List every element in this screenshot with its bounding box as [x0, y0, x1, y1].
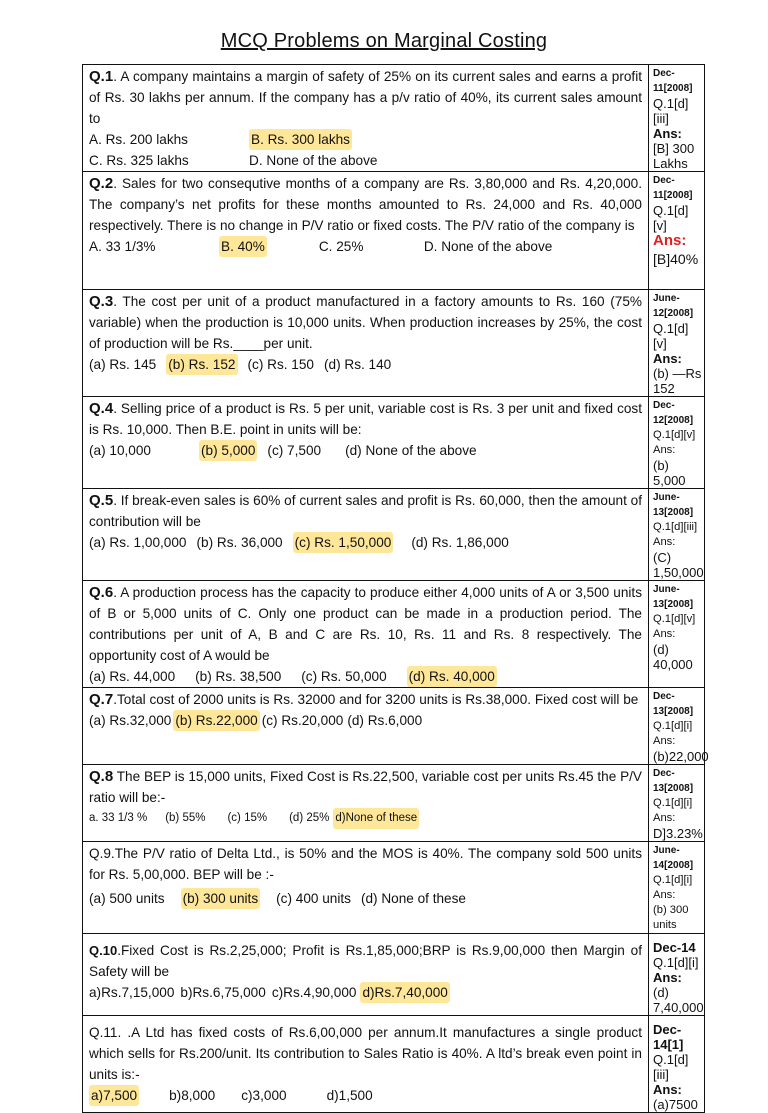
- answer-label: Ans:: [653, 628, 676, 640]
- answer-value: (C) 1,50,000: [653, 550, 704, 580]
- option-c: (c) 15%: [227, 812, 268, 824]
- question-text: .The P/V ratio of Delta Ltd., is 50% and the MOS is 40%. The company sold 500 units for Rs. 5,00,000. BEP will be :-: [89, 846, 642, 882]
- page-title: MCQ Problems on Marginal Costing: [220, 30, 548, 52]
- question-text: . If break-even sales is 60% of current sales and profit is Rs. 60,000, then the amount of contribution will be: [89, 493, 642, 529]
- answer-cell: [649, 65, 705, 172]
- option-c: c)3,000: [241, 1088, 287, 1103]
- exam-date: Dec-11[2008]: [653, 175, 693, 201]
- option-a: (a) Rs. 145: [89, 357, 157, 372]
- option-c: c)Rs.4,90,000: [271, 985, 357, 1000]
- question-text: . Sales for two consequtive months of a company are Rs. 3,80,000 and Rs. 4,20,000. The company’s net profits for these months amounted to Rs. 24,000 and Rs. 40,000 respectively. There is no change in P/V ratio or fixed costs. The P/V ratio of the company is: [89, 176, 642, 233]
- question-row: [83, 172, 705, 290]
- exam-date: Dec-13[2008]: [653, 768, 694, 794]
- question-cell: [83, 172, 649, 290]
- question-ref: Q.1[d][v]: [653, 613, 696, 625]
- exam-date: June-13[2008]: [653, 492, 694, 518]
- answer-label: Ans:: [653, 812, 676, 824]
- exam-date: Dec-13[2008]: [653, 691, 694, 717]
- question-ref: Q.1[d][i]: [653, 955, 699, 970]
- question-number: Q.9: [89, 846, 111, 861]
- option-b-correct: (b) 5,000: [199, 440, 257, 461]
- answer-label: Ans:: [653, 735, 676, 747]
- exam-date: Dec-14[1]: [653, 1022, 684, 1052]
- option-a: (a) 500 units: [89, 891, 165, 906]
- answer-cell: [649, 1016, 705, 1113]
- option-d: (d) None of the above: [345, 443, 477, 458]
- option-b-correct: B. 40%: [219, 236, 267, 257]
- question-cell: [83, 1016, 649, 1113]
- option-d: D. None of the above: [249, 153, 378, 168]
- option-a: A. 33 1/3%: [89, 239, 156, 254]
- option-b-correct: B. Rs. 300 lakhs: [249, 129, 352, 150]
- question-cell: [83, 65, 649, 172]
- option-c: (c) 7,500: [267, 443, 322, 458]
- question-cell: [83, 581, 649, 688]
- option-b: (b) 55%: [165, 812, 206, 824]
- option-c-correct: (c) Rs. 1,50,000: [293, 532, 394, 553]
- question-text: . A company maintains a margin of safety of 25% on its current sales and earns a profit of Rs. 30 lakhs per annum. If the company has a p/v ratio of 40%, its current sales amount to: [89, 69, 642, 126]
- answer-label: Ans:: [653, 536, 676, 548]
- answer-cell: [649, 934, 705, 1016]
- question-row: [83, 65, 705, 172]
- option-d: (d) None of these: [360, 891, 466, 906]
- answer-label: Ans:: [653, 126, 682, 141]
- answer-value: (d) 7,40,000: [653, 985, 704, 1015]
- answer-value: (b) 300 units: [653, 904, 689, 931]
- option-d: (d) 25%: [289, 812, 330, 824]
- question-number: Q.11: [89, 1025, 118, 1040]
- question-cell: [83, 842, 649, 934]
- answer-cell: [649, 842, 705, 934]
- option-d: D. None of the above: [423, 239, 553, 254]
- question-ref: Q.1[d][i]: [653, 874, 693, 886]
- question-text: . The cost per unit of a product manufactured in a factory amounts to Rs. 160 (75% variable) when the production is 10,000 units. When production increases by 25%, the cost of production will be Rs.____per unit.: [89, 294, 642, 351]
- exam-date: June-12[2008]: [653, 293, 694, 319]
- question-text: The BEP is 15,000 units, Fixed Cost is Rs.22,500, variable cost per units Rs.45 the P/V ratio will be:-: [89, 769, 642, 805]
- answer-value: (b) 5,000: [653, 458, 686, 488]
- option-b: (b) Rs. 36,000: [196, 535, 283, 550]
- option-a: (a) Rs.32,000: [89, 713, 172, 728]
- option-b-correct: (b) 300 units: [181, 888, 261, 909]
- answer-label: Ans:: [653, 1082, 682, 1097]
- question-number: Q.10: [89, 943, 118, 958]
- option-c: (c) Rs. 50,000: [301, 669, 387, 684]
- exam-date: Dec-11[2008]: [653, 68, 693, 94]
- question-number: Q.2: [89, 175, 114, 192]
- question-ref: Q.1[d][v]: [653, 321, 689, 351]
- question-cell: [83, 688, 649, 765]
- answer-label: Ans:: [653, 889, 676, 901]
- question-text: .Fixed Cost is Rs.2,25,000; Profit is Rs.1,85,000;BRP is Rs.9,00,000 then Margin of Safety will be: [89, 943, 642, 979]
- option-b-correct: (b) Rs. 152: [166, 354, 237, 375]
- answer-value: (b)22,000: [653, 749, 709, 764]
- answer-cell: [649, 397, 705, 489]
- question-cell: [83, 397, 649, 489]
- answer-label: Ans:: [653, 232, 687, 249]
- answer-cell: [649, 489, 705, 581]
- option-b: b)Rs.6,75,000: [180, 985, 266, 1000]
- answer-value: [B] 300 Lakhs: [653, 141, 695, 171]
- option-d: (d) Rs.6,000: [347, 713, 423, 728]
- option-b: (b) Rs. 38,500: [195, 669, 282, 684]
- option-d: d)1,500: [326, 1088, 373, 1103]
- answer-value: (d) 40,000: [653, 642, 693, 672]
- answer-value: [B]40%: [653, 251, 699, 267]
- exam-date: Dec-14: [653, 940, 696, 955]
- question-ref: Q.1[d][iii]: [653, 96, 689, 126]
- question-number: Q.1: [89, 68, 114, 85]
- question-ref: Q.1[d][v]: [653, 203, 689, 233]
- option-c: (c) Rs. 150: [247, 357, 314, 372]
- question-ref: Q.1[d][v]: [653, 429, 696, 441]
- question-cell: [83, 765, 649, 842]
- question-number: Q.6: [89, 584, 114, 601]
- option-a: (a) 10,000: [89, 443, 151, 458]
- question-row: [83, 489, 705, 581]
- answer-cell: [649, 581, 705, 688]
- option-c: C. 25%: [318, 239, 364, 254]
- question-number: Q.3: [89, 293, 114, 310]
- question-row: [83, 842, 705, 934]
- option-a: (a) Rs. 44,000: [89, 669, 176, 684]
- option-d: (d) Rs. 140: [323, 357, 392, 372]
- answer-label: Ans:: [653, 970, 682, 985]
- question-cell: [83, 290, 649, 397]
- exam-date: Dec-12[2008]: [653, 400, 694, 426]
- question-ref: Q.1[d][iii]: [653, 521, 698, 533]
- option-a: A. Rs. 200 lakhs: [89, 132, 188, 147]
- option-d-correct: (d) Rs. 40,000: [407, 666, 497, 687]
- option-c: (c) Rs.20,000: [261, 713, 344, 728]
- answer-cell: [649, 172, 705, 290]
- question-text: . Selling price of a product is Rs. 5 per unit, variable cost is Rs. 3 per unit and fixed cost is Rs. 10,000. Then B.E. point in units will be:: [89, 401, 642, 437]
- question-number: Q.5: [89, 492, 114, 509]
- questions-table: [82, 64, 709, 1113]
- answer-cell: [649, 765, 705, 842]
- option-c: (c) 400 units: [276, 891, 351, 906]
- option-a: (a) Rs. 1,00,000: [89, 535, 187, 550]
- answer-value: (a)7500: [653, 1097, 698, 1112]
- question-cell: [83, 489, 649, 581]
- question-text: . A production process has the capacity to produce either 4,000 units of A or 3,500 units of B or 5,000 units of C. Only one product can be made in a production period. The contributions per unit of A, B and C are Rs. 10, Rs. 11 and Rs. 8 respectively. The opportunity cost of A would be: [89, 585, 642, 663]
- question-cell: [83, 934, 649, 1016]
- question-row: [83, 765, 705, 842]
- option-b-correct: (b) Rs.22,000: [173, 710, 259, 731]
- option-b: b)8,000: [169, 1088, 216, 1103]
- option-a: a. 33 1/3 %: [89, 812, 148, 824]
- answer-value: (b) —Rs 152: [653, 366, 702, 396]
- exam-date: June-13[2008]: [653, 584, 694, 610]
- option-a-correct: a)7,500: [89, 1085, 139, 1106]
- question-ref: Q.1[d][i]: [653, 797, 693, 809]
- question-text: . .A Ltd has fixed costs of Rs.6,00,000 per annum.It manufactures a single product which sells for Rs.200/unit. Its contribution to Sales Ratio is 40%. A ltd’s break even point in units is:-: [89, 1025, 642, 1082]
- question-ref: Q.1[d][i]: [653, 720, 693, 732]
- answer-cell: [649, 290, 705, 397]
- question-row: [83, 688, 705, 765]
- question-row: [83, 581, 705, 688]
- option-e-correct: d)None of these: [333, 808, 419, 829]
- question-number: Q.8: [89, 768, 114, 785]
- question-row: [83, 934, 705, 1016]
- answer-label: Ans:: [653, 444, 676, 456]
- question-number: Q.7: [89, 691, 114, 708]
- question-ref: Q.1[d][iii]: [653, 1052, 689, 1082]
- option-a: a)Rs.7,15,000: [89, 985, 175, 1000]
- question-text: .Total cost of 2000 units is Rs. 32000 and for 3200 units is Rs.38,000. Fixed cost will be: [113, 692, 639, 707]
- question-row: [83, 1016, 705, 1113]
- answer-cell: [649, 688, 709, 765]
- option-c: C. Rs. 325 lakhs: [89, 153, 189, 168]
- answer-label: Ans:: [653, 351, 682, 366]
- question-row: [83, 290, 705, 397]
- exam-date: June-14[2008]: [653, 845, 694, 871]
- answer-value: D]3.23%: [653, 826, 703, 841]
- question-row: [83, 397, 705, 489]
- question-number: Q.4: [89, 400, 114, 417]
- option-d-correct: d)Rs.7,40,000: [360, 982, 449, 1003]
- option-d: (d) Rs. 1,86,000: [411, 535, 509, 550]
